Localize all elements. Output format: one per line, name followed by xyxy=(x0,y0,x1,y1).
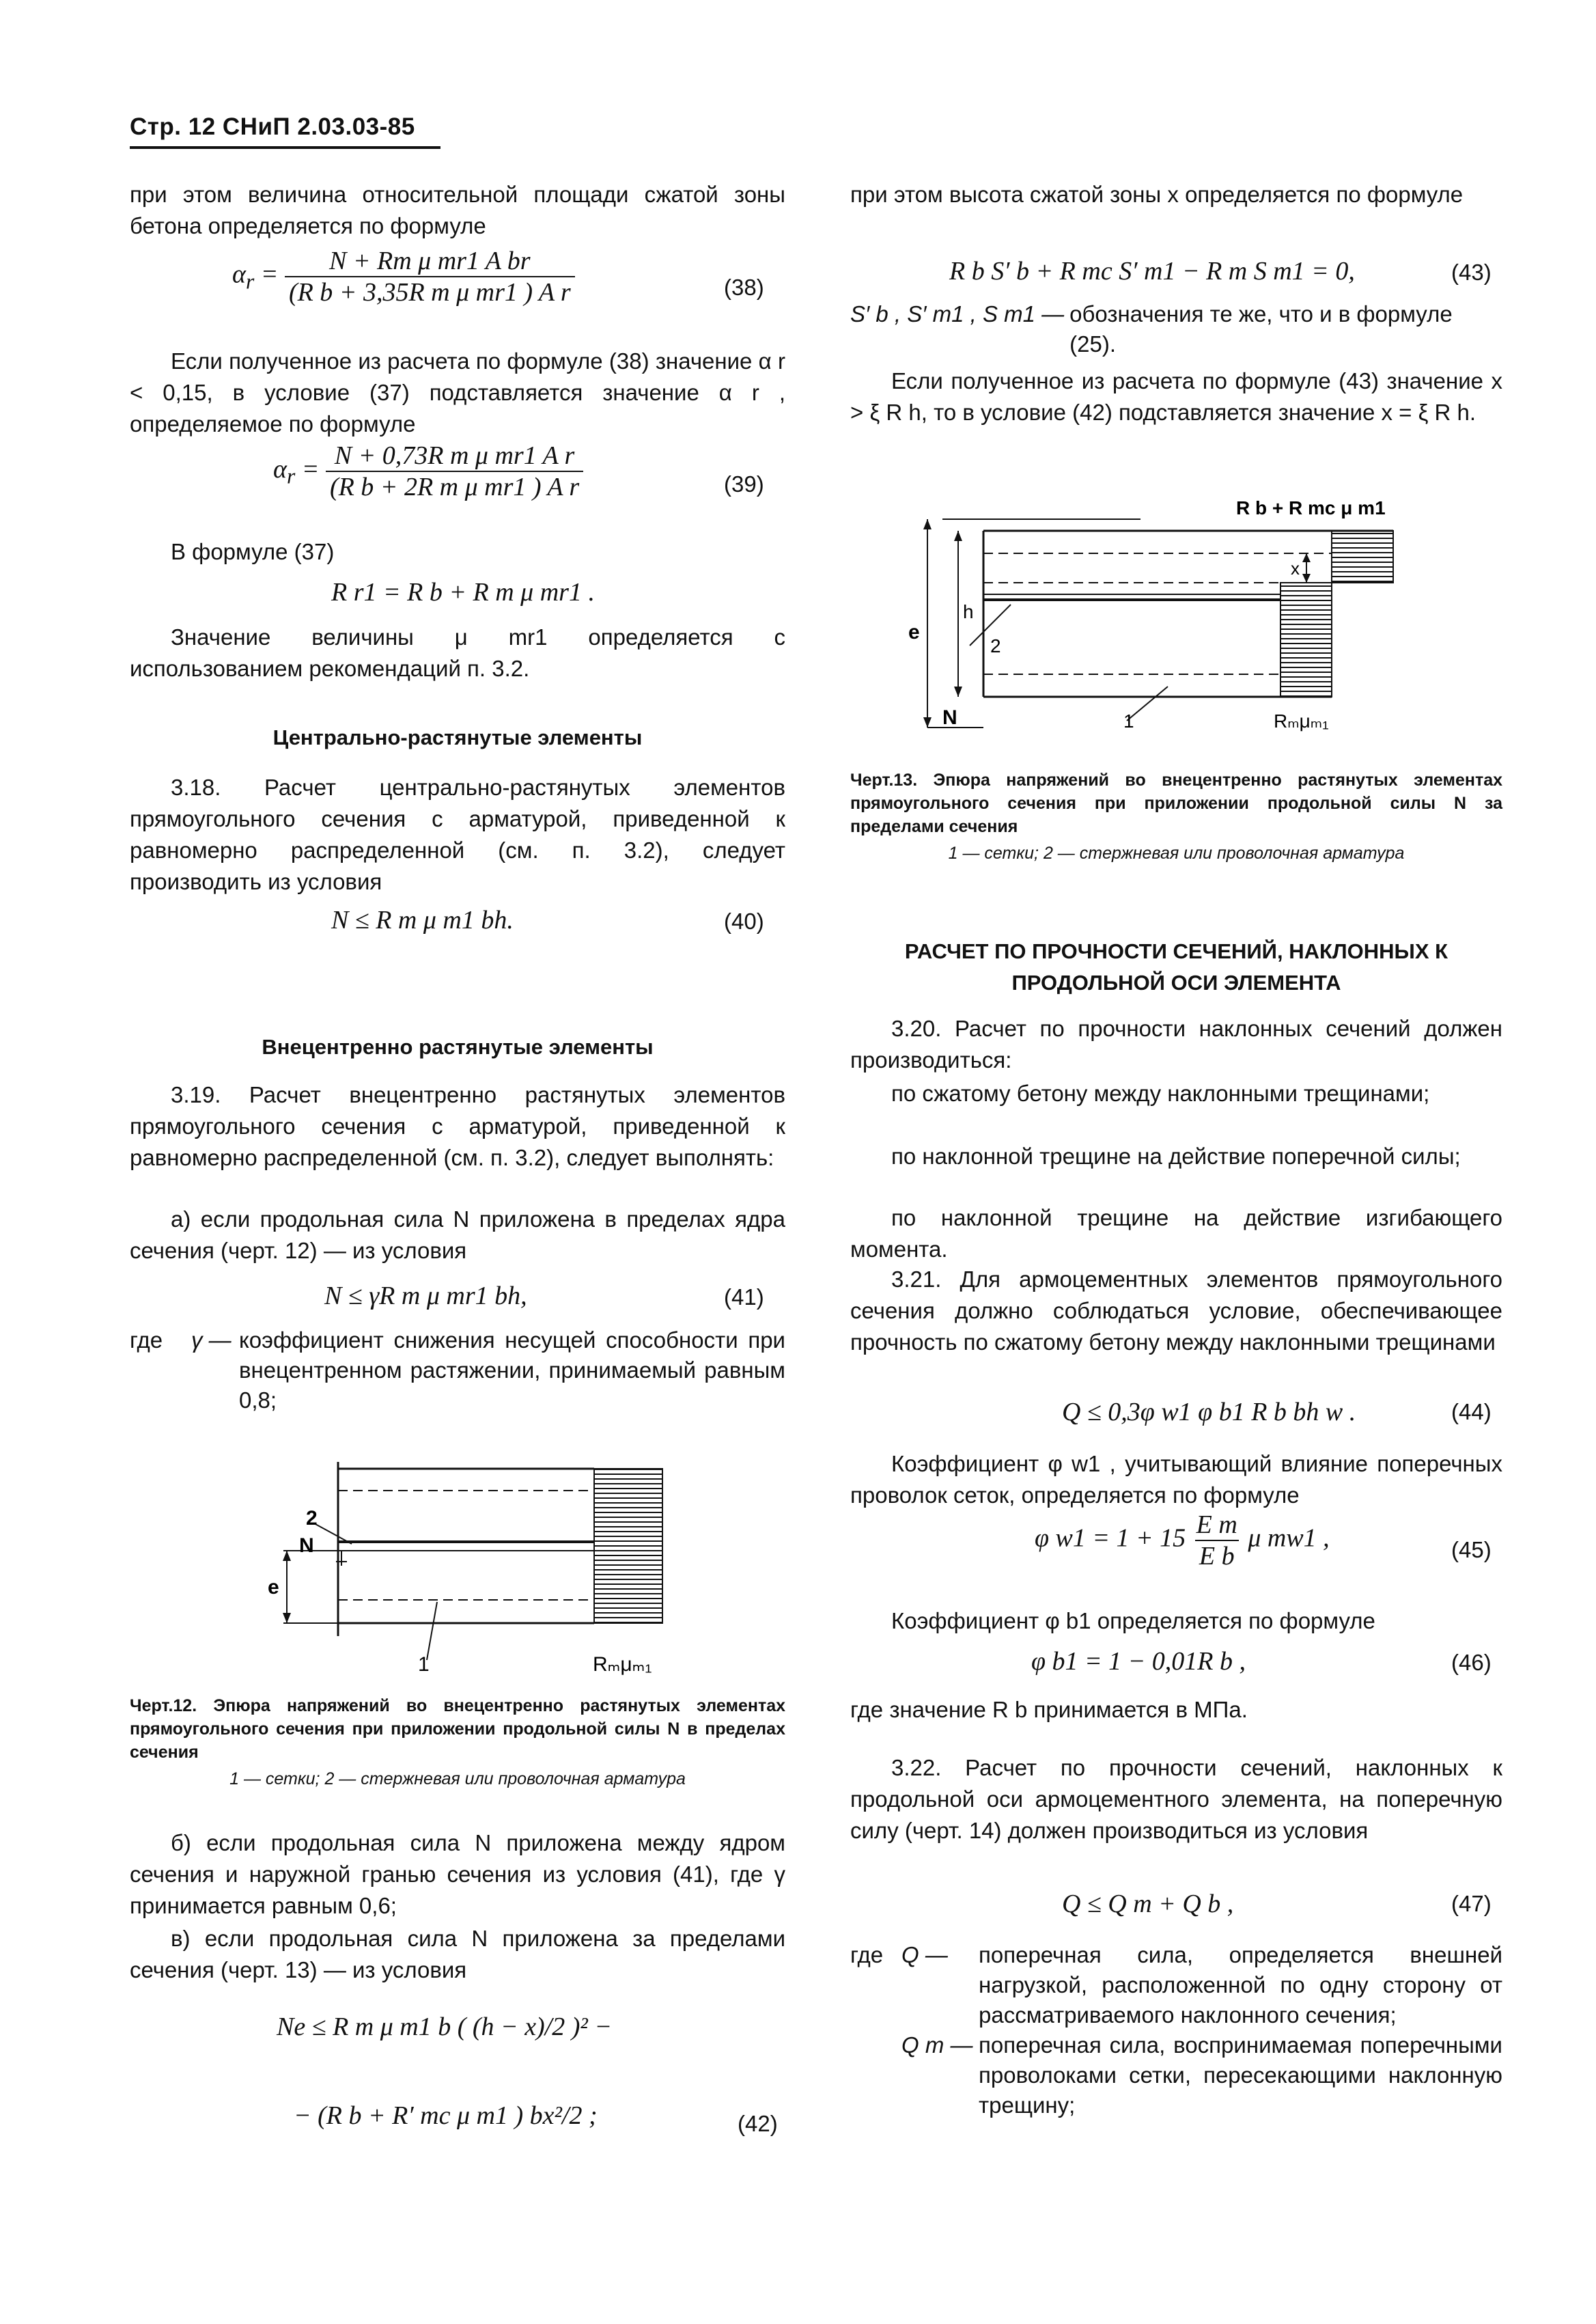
formula-41: N ≤ γR m μ mr1 bh, xyxy=(324,1282,527,1310)
right-p10: где значение R b принимается в МПа. xyxy=(850,1697,1248,1722)
f38-lhs: α xyxy=(232,260,246,289)
heading-central-tension: Центрально-растянутые элементы xyxy=(272,725,643,749)
heading-inclined-sections: РАСЧЕТ ПО ПРОЧНОСТИ СЕЧЕНИЙ, НАКЛОННЫХ К ПРОДОЛЬНОЙ ОСИ ЭЛЕМЕНТА xyxy=(904,939,1448,995)
fig12-label-e: e xyxy=(268,1576,279,1599)
eq-number-47: (47) xyxy=(1451,1891,1492,1916)
fig13-caption: Черт.13. Эпюра напряжений во внецентренно растянутых элементах прямоугольного сечения при приложении продольной силы N за пределами сечения xyxy=(850,771,1502,836)
right-p1: при этом высота сжатой зоны x определяется по формуле xyxy=(850,182,1464,207)
left-p2: Если полученное из расчета по формуле (38) значение α r < 0,15, в условие (37) подставляется значение α r , определяемое по формуле xyxy=(130,348,785,437)
fig13-label-N: N xyxy=(942,706,957,729)
right-p3: 3.20. Расчет по прочности наклонных сечений должен производиться: xyxy=(850,1016,1502,1073)
right-p9: Коэффициент φ b1 определяется по формуле xyxy=(891,1608,1375,1633)
formula-45: φ w1 = 1 + 15 $\frac{\text{E m}}{\text{E b}}$ μ mw1 , xyxy=(1035,1510,1330,1571)
fig13-label-x: x xyxy=(1291,558,1300,579)
formula-44: Q ≤ 0,3φ w1 φ b1 R b bh w . xyxy=(1062,1398,1356,1426)
left-p7: а) если продольная сила N приложена в пределах ядра сечения (черт. 12) — из условия xyxy=(130,1206,785,1263)
fig13-label-2: 2 xyxy=(990,635,1001,656)
eq-number-45: (45) xyxy=(1451,1537,1492,1562)
eq-number-42: (42) xyxy=(738,2111,778,2136)
right-p6: по наклонной трещине на действие изгибающего момента. xyxy=(850,1205,1502,1262)
eq-number-44: (44) xyxy=(1451,1399,1492,1424)
fig12-label-2: 2 xyxy=(306,1507,318,1530)
formula-38: $\alpha_r$ = $\frac{\text{N + Rm μ mr1 A br}}{\text{(R b + 3,35R m μ mr1 ) A r}}$ xyxy=(232,246,575,307)
formula-46: φ b1 = 1 − 0,01R b , xyxy=(1031,1647,1246,1676)
formula-40: N ≤ R m μ m1 bh. xyxy=(331,906,514,935)
left-p6: 3.19. Расчет внецентренно растянутых элементов прямоугольного сечения с арматурой, приведенной к равномерно распределенной (см. п. 3.2), следует выполнять: xyxy=(130,1082,785,1170)
formula-47: Q ≤ Q m + Q b , xyxy=(1062,1890,1234,1918)
header-rule xyxy=(130,146,440,149)
formula-43: R b S′ b + R mc S′ m1 − R m S m1 = 0, xyxy=(949,257,1355,286)
fig12-label-N: N xyxy=(299,1534,314,1557)
right-p11: 3.22. Расчет по прочности сечений, наклонных к продольной оси армоцементного элемента, на поперечную силу (черт. 14) должен производиться из условия xyxy=(850,1755,1502,1843)
formula-42b: − (R b + R′ mc μ m1 ) bx²/2 ; xyxy=(294,2101,598,2130)
eq-number-40: (40) xyxy=(724,909,764,934)
fig13-label-e: e xyxy=(908,621,920,644)
eq-number-41: (41) xyxy=(724,1284,764,1310)
fig13-label-R: Rₘμₘ₁ xyxy=(1274,710,1329,732)
fig12-legend: 1 — сетки; 2 — стержневая или проволочная арматура xyxy=(229,1769,686,1788)
eq-number-46: (46) xyxy=(1451,1650,1492,1675)
formula-39: $\alpha_r$ = $\frac{\text{N + 0,73R m μ mr1 A r}}{\text{(R b + 2R m μ mr1 ) A r}}$ xyxy=(273,441,583,502)
right-p4: по сжатому бетону между наклонными трещинами; xyxy=(891,1081,1430,1106)
left-p4: Значение величины μ mr1 определяется с использованием рекомендаций п. 3.2. xyxy=(130,624,785,681)
fig13-legend: 1 — сетки; 2 — стержневая или проволочная арматура xyxy=(948,844,1405,863)
left-p3: В формуле (37) xyxy=(171,539,335,564)
fig13-label-h: h xyxy=(963,601,974,622)
fig13-label-top: R b + R mc μ m1 xyxy=(1236,497,1386,518)
defs-47: где Q — поперечная сила, определяется внешней нагрузкой, расположенной по одну сторону от рассматриваемого наклонного сечения; Q m — поперечная сила, воспринимаемая поперечными проволоками сетки, пересекающими наклонную трещину; xyxy=(850,1942,1502,2118)
fig12-label-R: Rₘμₘ₁ xyxy=(593,1653,652,1676)
fig12-label-1: 1 xyxy=(418,1653,430,1676)
formula-42a: Ne ≤ R m μ m1 b ( (h − x)/2 )² − xyxy=(277,2012,612,2041)
right-p5: по наклонной трещине на действие поперечной силы; xyxy=(891,1144,1461,1169)
heading-eccentric-tension: Внецентренно растянутые элементы xyxy=(262,1035,654,1059)
formula-rr1: R r1 = R b + R m μ mr1 . xyxy=(331,578,595,607)
page-header: Стр. 12 СНиП 2.03.03-85 xyxy=(130,113,415,140)
left-p1: при этом величина относительной площади сжатой зоны бетона определяется по формуле xyxy=(130,182,785,238)
right-p2: Если полученное из расчета по формуле (43) значение x > ξ R h, то в условие (42) подставляется значение x = ξ R h. xyxy=(850,368,1502,425)
left-p8: б) если продольная сила N приложена между ядром сечения и наружной гранью сечения из условия (41), где γ принимается равным 0,6; xyxy=(130,1830,785,1918)
figure-12 xyxy=(260,1448,683,1680)
right-p7: 3.21. Для армоцементных элементов прямоугольного сечения должно соблюдаться условие, обеспечивающее прочность по сжатому бетону между наклонными трещинами xyxy=(850,1267,1502,1355)
gamma-definition: где γ — коэффициент снижения несущей способности при внецентренном растяжении, принимаемый равным 0,8; xyxy=(130,1327,785,1413)
def-43: S′ b , S′ m1 , S m1 — обозначения те же, что и в формуле (25). xyxy=(850,301,1453,357)
eq-number-43: (43) xyxy=(1451,260,1492,285)
left-p5: 3.18. Расчет центрально-растянутых элементов прямоугольного сечения с арматурой, приведенной к равномерно распределенной (см. п. 3.2), следует производить из условия xyxy=(130,775,785,894)
figure-13 xyxy=(881,488,1420,751)
left-p9: в) если продольная сила N приложена за пределами сечения (черт. 13) — из условия xyxy=(130,1926,785,1982)
right-p8: Коэффициент φ w1 , учитывающий влияние поперечных проволок сеток, определяется по формуле xyxy=(850,1451,1502,1508)
fig13-label-1: 1 xyxy=(1123,710,1134,732)
fig12-caption: Черт.12. Эпюра напряжений во внецентренно растянутых элементах прямоугольного сечения при приложении продольной силы N в пределах сечения xyxy=(130,1696,785,1762)
f38-frac: $\frac{\text{N + Rm μ mr1 A br}}{\text{(R b + 3,35R m μ mr1 ) A r}}$ xyxy=(285,246,575,307)
eq-number-38: (38) xyxy=(724,275,764,300)
eq-number-39: (39) xyxy=(724,471,764,497)
